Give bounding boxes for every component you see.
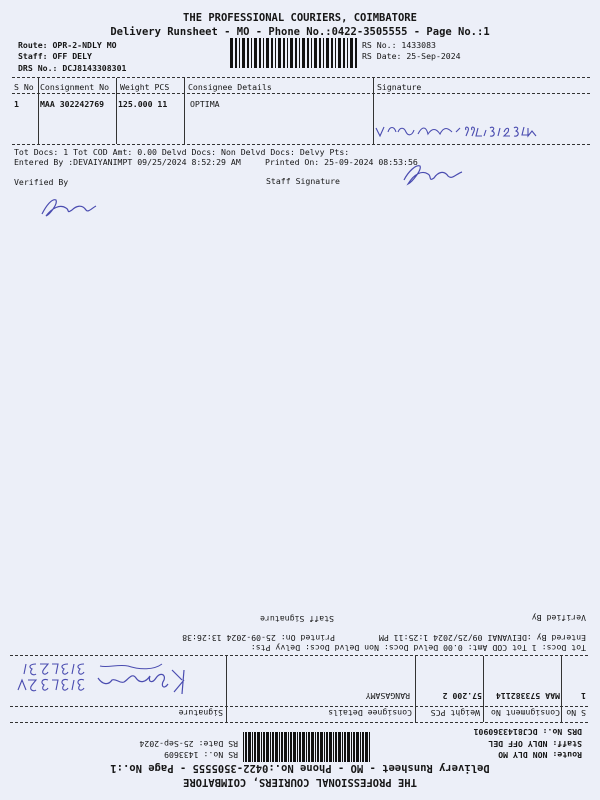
col-sno: S No	[14, 82, 34, 92]
barcode-bar	[266, 38, 269, 68]
row-consignment: MAA 302242769	[40, 99, 105, 109]
col-sno: S No	[566, 708, 586, 718]
col-weight-pcs: Weight PCS	[430, 708, 480, 718]
handwritten-receiver-signature	[374, 122, 544, 142]
printed-on: Printed On: 25-09-2024 13:26:38	[182, 633, 335, 643]
staff-label: Staff: NDLY OFF DEL	[488, 739, 582, 749]
totals-divider	[10, 655, 588, 656]
staff-label: Staff: OFF DELY	[18, 51, 92, 61]
entered-by: Entered By :DEVAIYANIMPT 09/25/2024 8:52:29 AM	[14, 157, 241, 167]
barcode-bar	[281, 732, 283, 762]
barcode-bar	[311, 38, 312, 68]
company-title: THE PROFESSIONAL COURIERS, COIMBATORE	[183, 12, 417, 24]
barcode-bar	[293, 732, 296, 762]
barcode-bar	[275, 732, 278, 762]
barcode-bar	[338, 38, 341, 68]
barcode-bar	[335, 732, 337, 762]
header-divider	[10, 706, 588, 707]
barcode-bar	[263, 38, 264, 68]
totals-line: Tot Docs: 1 Tot COD Amt: 0.00 Delvd Docs: Non Delvd Docs: Delvy Pts:	[250, 643, 586, 653]
row-consignment: MAA 573382114	[495, 691, 560, 701]
barcode-bar	[259, 38, 261, 68]
barcode-bar	[243, 732, 244, 762]
handwritten-phone-number	[12, 662, 88, 694]
rs-number: RS No.: 1433609	[164, 750, 238, 760]
barcode-bar	[251, 38, 252, 68]
barcode-bar	[319, 38, 321, 68]
column-rule	[483, 656, 484, 722]
barcode-bar	[314, 38, 317, 68]
totals-line: Tot Docs: 1 Tot COD Amt: 0.00 Delvd Docs: Non Delvd Docs: Delvy Pts:	[14, 147, 350, 157]
barcode-bar	[308, 732, 310, 762]
barcode-bar	[247, 38, 249, 68]
rs-number: RS No.: 1433083	[362, 40, 436, 50]
runsheet-bottom	[0, 400, 600, 800]
route-label: Route: NON DLY MO	[498, 750, 582, 760]
barcode-bar	[344, 732, 346, 762]
barcode-bar	[287, 38, 288, 68]
barcode	[242, 732, 370, 762]
barcode-bar	[284, 732, 287, 762]
header-divider	[10, 722, 588, 723]
barcode-bar	[245, 732, 247, 762]
barcode-bar	[235, 38, 237, 68]
col-signature: Signature	[377, 82, 422, 92]
col-signature: Signature	[178, 708, 223, 718]
barcode-bar	[263, 732, 265, 762]
col-consignee: Consignee Details	[328, 708, 412, 718]
barcode-bar	[307, 38, 309, 68]
company-title: THE PROFESSIONAL COURIERS, COIMBATORE	[183, 776, 417, 788]
drs-number: DRS No.: DCJ8143308301	[18, 63, 127, 73]
runsheet-subtitle: Delivery Runsheet - MO - Phone No.:0422-3505555 - Page No.:1	[110, 26, 490, 38]
barcode-bar	[369, 732, 370, 762]
barcode-bar	[360, 732, 361, 762]
column-rule	[184, 78, 185, 144]
barcode-bar	[326, 732, 328, 762]
row-weight-pcs: 125.000 11	[118, 99, 168, 109]
handwritten-receiver-signature	[80, 658, 190, 700]
barcode-bar	[272, 732, 274, 762]
barcode-bar	[365, 732, 368, 762]
barcode-bar	[295, 38, 297, 68]
barcode-bar	[275, 38, 276, 68]
barcode-bar	[288, 732, 289, 762]
row-sno: 1	[581, 691, 586, 701]
barcode-bar	[299, 38, 300, 68]
barcode-bar	[320, 732, 323, 762]
barcode-bar	[302, 38, 305, 68]
barcode-bar	[254, 38, 257, 68]
row-consignee: RANGASAMY	[365, 691, 410, 701]
rs-date: RS Date: 25-Sep-2024	[139, 739, 238, 749]
barcode-bar	[278, 38, 281, 68]
barcode-bar	[343, 38, 345, 68]
barcode-bar	[270, 732, 271, 762]
barcode-bar	[261, 732, 262, 762]
barcode-bar	[315, 732, 316, 762]
staff-signature-label: Staff Signature	[260, 614, 334, 624]
staff-signature-scribble	[398, 160, 468, 186]
verifier-signature-scribble	[38, 192, 98, 218]
route-label: Route: OPR-2-NDLY MO	[18, 40, 117, 50]
barcode-bar	[279, 732, 280, 762]
col-consignment: Consignment No	[490, 708, 560, 718]
col-consignment: Consignment No	[40, 82, 110, 92]
totals-divider	[12, 144, 590, 145]
barcode-bar	[302, 732, 305, 762]
barcode-bar	[317, 732, 319, 762]
barcode-bar	[323, 38, 324, 68]
barcode-bar	[299, 732, 301, 762]
barcode-bar	[362, 732, 364, 762]
barcode-bar	[326, 38, 329, 68]
barcode-bar	[257, 732, 260, 762]
barcode-bar	[248, 732, 251, 762]
barcode-bar	[266, 732, 269, 762]
header-divider	[12, 77, 590, 78]
col-weight-pcs: Weight PCS	[120, 82, 170, 92]
rs-date: RS Date: 25-Sep-2024	[362, 51, 461, 61]
barcode-bar	[242, 38, 245, 68]
barcode-bar	[333, 732, 334, 762]
barcode-bar	[283, 38, 285, 68]
barcode-bar	[347, 38, 348, 68]
barcode-bar	[230, 38, 233, 68]
column-rule	[38, 78, 39, 144]
barcode-bar	[351, 732, 352, 762]
row-consignee: OPTIMA	[190, 99, 220, 109]
barcode-bar	[271, 38, 273, 68]
barcode-bar	[290, 732, 292, 762]
column-rule	[561, 656, 562, 722]
barcode-bar	[342, 732, 343, 762]
row-weight-pcs: 57.200 2	[442, 691, 482, 701]
barcode-bar	[311, 732, 314, 762]
barcode-bar	[239, 38, 240, 68]
verified-by-label: Verified By	[14, 177, 69, 187]
barcode-bar	[355, 38, 357, 68]
column-rule	[226, 656, 227, 722]
verified-by-label: Verified By	[531, 613, 586, 623]
col-consignee: Consignee Details	[188, 82, 272, 92]
printed-on: Printed On: 25-09-2024 08:53:56	[265, 157, 418, 167]
runsheet-subtitle: Delivery Runsheet - MO - Phone No.:0422-3505555 - Page No.:1	[110, 762, 490, 774]
header-divider	[12, 93, 590, 94]
entered-by: Entered By :DEIVANAI 09/25/2024 1:25:11 PM	[378, 633, 586, 643]
barcode-bar	[356, 732, 359, 762]
barcode-bar	[252, 732, 253, 762]
barcode-bar	[297, 732, 298, 762]
column-rule	[415, 656, 416, 722]
drs-number: DRS No.: DCJ8143360901	[473, 727, 582, 737]
barcode-bar	[350, 38, 353, 68]
barcode-bar	[324, 732, 325, 762]
barcode-bar	[347, 732, 350, 762]
row-sno: 1	[14, 99, 19, 109]
column-rule	[116, 78, 117, 144]
barcode-bar	[338, 732, 341, 762]
barcode-bar	[306, 732, 307, 762]
barcode-bar	[329, 732, 332, 762]
barcode-bar	[290, 38, 293, 68]
barcode-bar	[254, 732, 256, 762]
barcode	[230, 38, 358, 68]
barcode-bar	[353, 732, 355, 762]
barcode-bar	[335, 38, 336, 68]
staff-signature-label: Staff Signature	[266, 176, 340, 186]
barcode-bar	[331, 38, 333, 68]
